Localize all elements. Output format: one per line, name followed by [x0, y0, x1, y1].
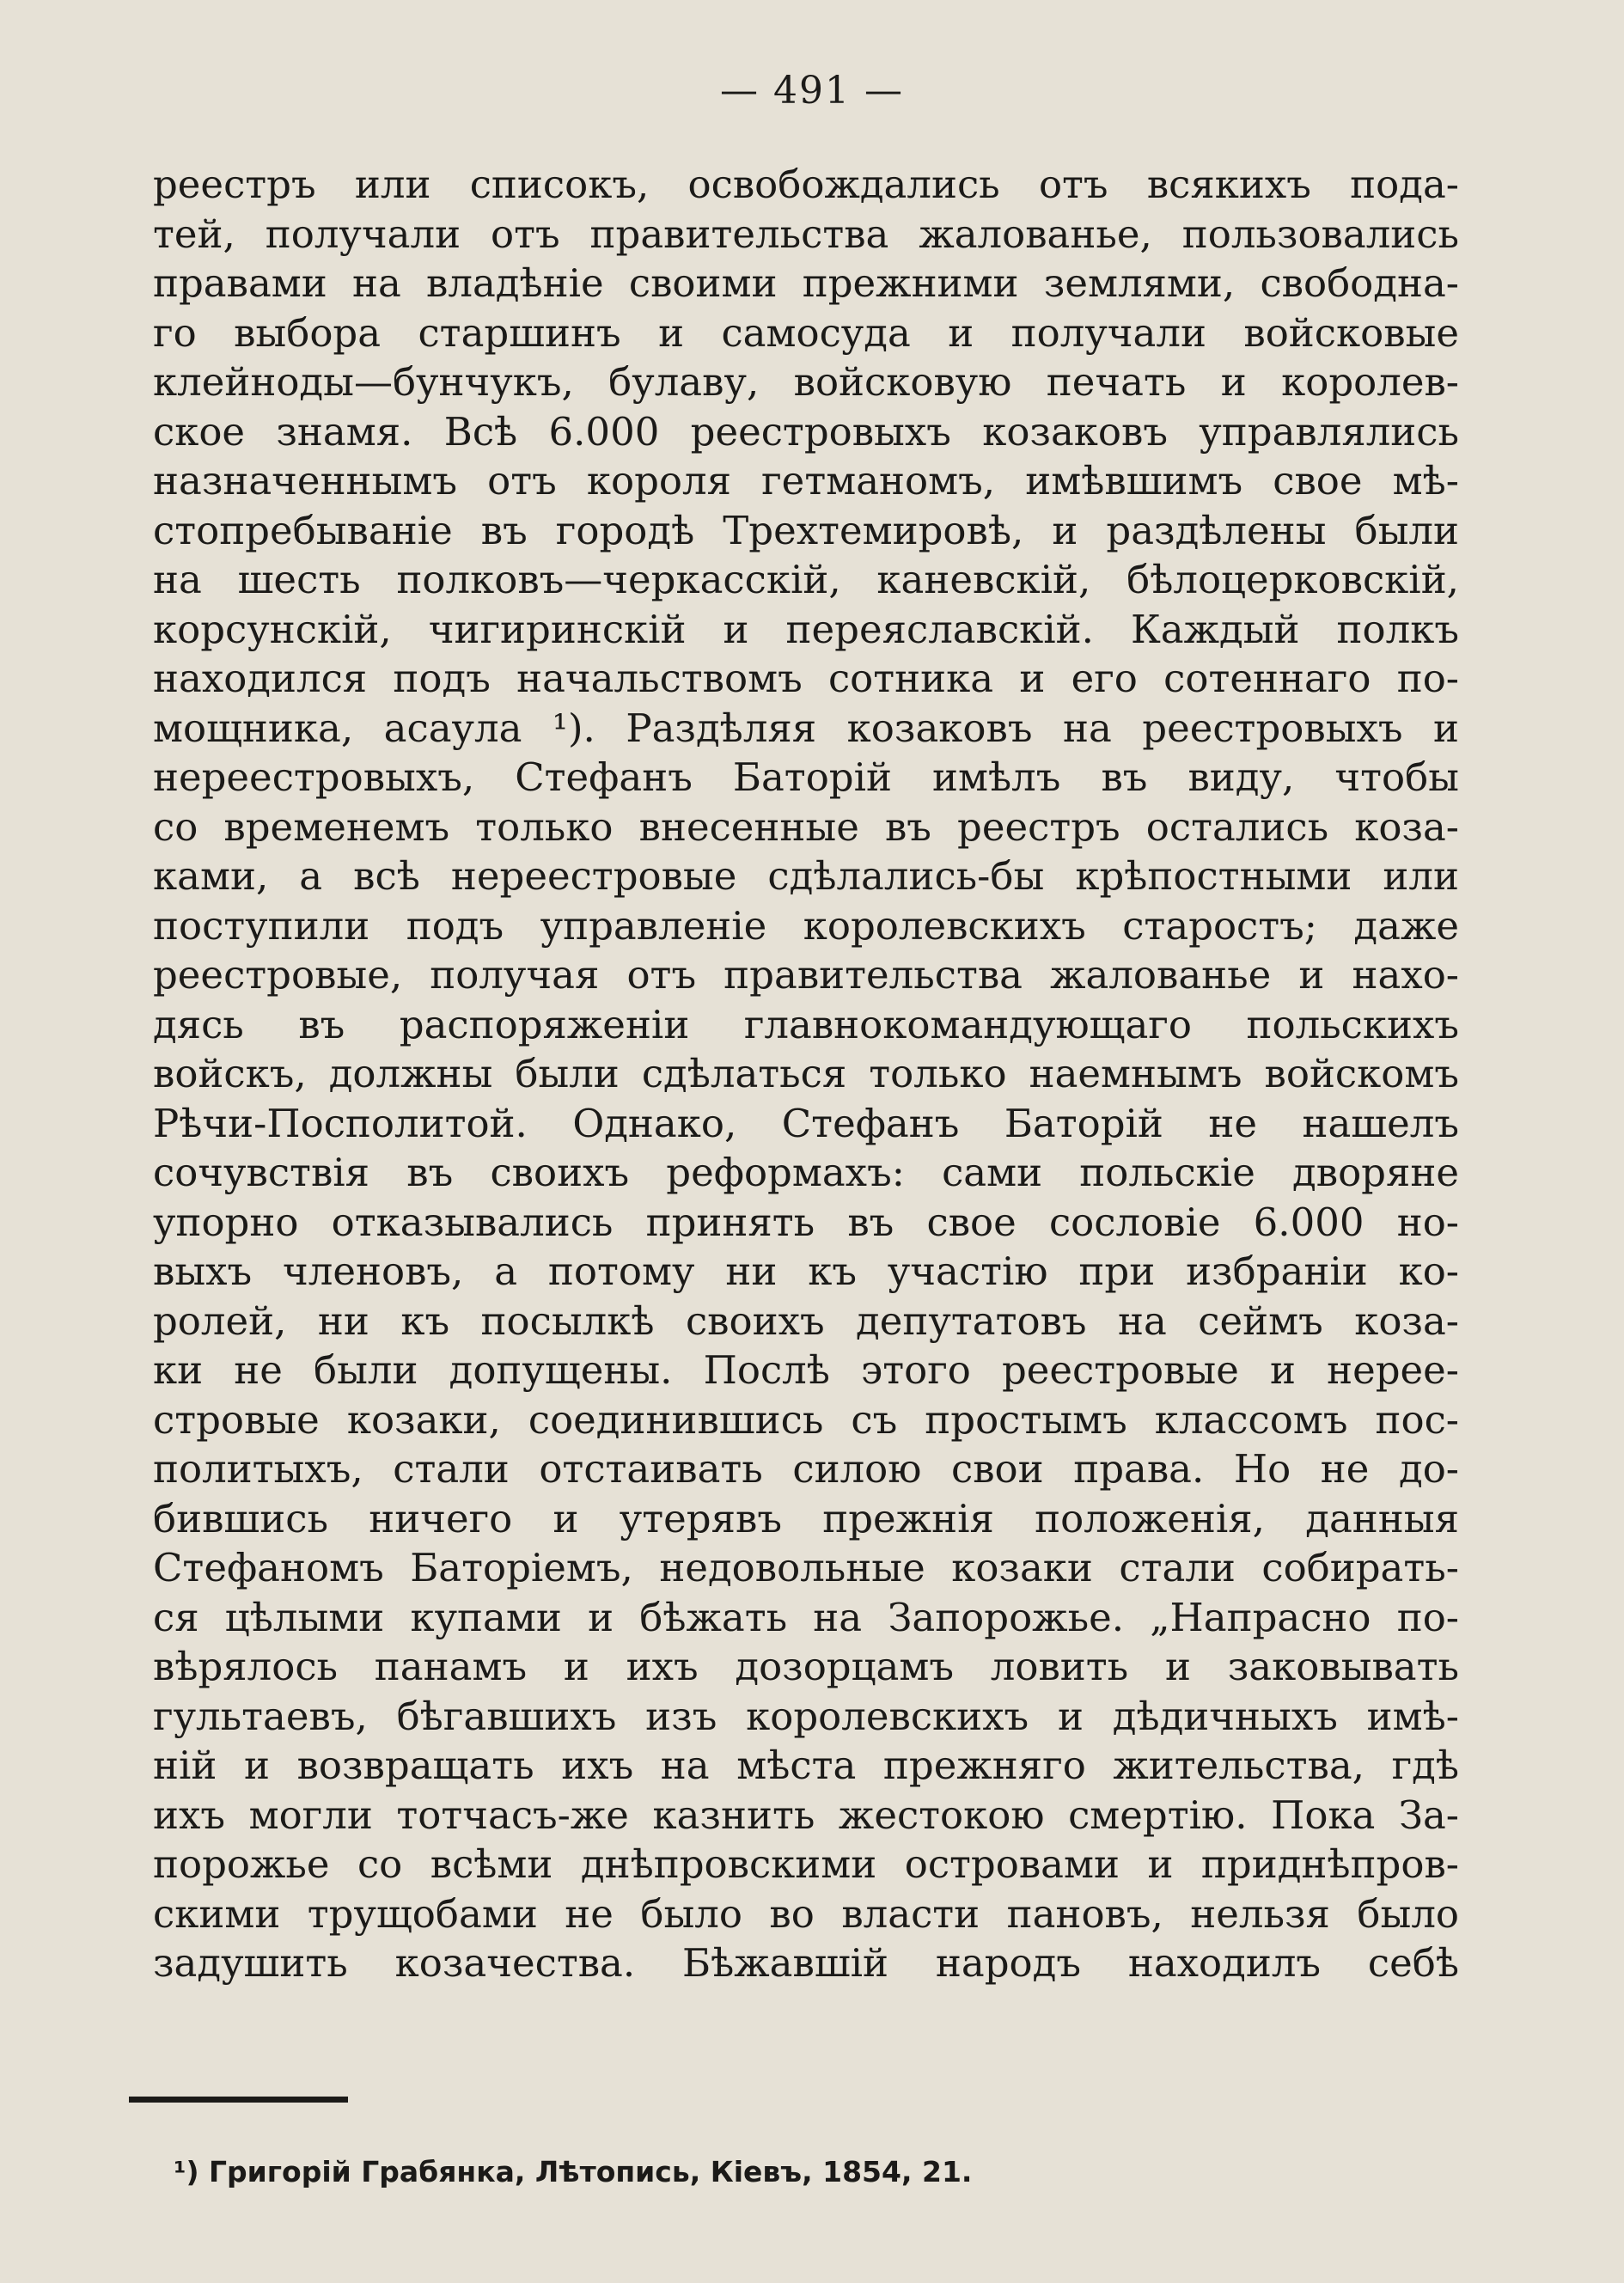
- text-line: поступили подъ управленіе королевскихъ старостъ; даже: [153, 902, 1459, 949]
- text-line: клейноды—бунчукъ, булаву, войсковую печать и королев-: [153, 359, 1459, 405]
- text-line: ся цѣлыми купами и бѣжать на Запорожье. „Напрасно по-: [153, 1594, 1459, 1640]
- text-line: на шесть полковъ—черкасскій, каневскій, бѣлоцерковскій,: [153, 557, 1459, 602]
- footnote-divider: [129, 2097, 348, 2103]
- text-line: находился подъ начальствомъ сотника и его сотеннаго по-: [153, 656, 1459, 701]
- text-line: ній и возвращать ихъ на мѣста прежняго жительства, гдѣ: [153, 1743, 1459, 1788]
- text-line: корсунскій, чигиринскій и переяславскій. Каждый полкъ: [153, 606, 1459, 652]
- text-line: вѣрялось панамъ и ихъ дозорцамъ ловить и заковывать: [153, 1644, 1459, 1689]
- text-line: стровые козаки, соединившись съ простымъ классомъ пос-: [153, 1396, 1459, 1443]
- text-line: порожье со всѣми днѣпровскими островами и приднѣпров-: [153, 1841, 1459, 1887]
- text-line: ское знамя. Всѣ 6.000 реестровыхъ козаковъ управлялись: [153, 408, 1459, 455]
- text-line: ролей, ни къ посылкѣ своихъ депутатовъ на сеймъ коза-: [153, 1297, 1459, 1344]
- text-line: упорно отказывались принять въ свое сословіе 6.000 но-: [153, 1199, 1459, 1245]
- text-line: Рѣчи-Посполитой. Однако, Стефанъ Баторій не нашелъ: [153, 1100, 1459, 1146]
- text-line: ками, а всѣ нереестровые сдѣлались-бы крѣпостными или: [153, 853, 1459, 899]
- text-line: задушить козачества. Бѣжавшій народъ находилъ себѣ: [153, 1940, 1459, 1986]
- footnote: ¹) Григорій Грабянка, Лѣтопись, Кіевъ, 1854, 21.: [174, 2155, 973, 2188]
- text-line: тей, получали отъ правительства жалованье, пользовались: [153, 211, 1459, 257]
- text-line: реестровые, получая отъ правительства жалованье и нахо-: [153, 952, 1459, 998]
- body-text: [153, 160, 1459, 1988]
- text-line: Стефаномъ Баторіемъ, недовольные козаки стали собирать-: [153, 1545, 1459, 1590]
- text-line: политыхъ, стали отстаивать силою свои права. Но не до-: [153, 1446, 1459, 1492]
- text-line: выхъ членовъ, а потому ни къ участію при избраніи ко-: [153, 1248, 1459, 1294]
- text-line: со временемъ только внесенные въ реестръ остались коза-: [153, 803, 1459, 850]
- text-line: ки не были допущены. Послѣ этого реестровые и нерее-: [153, 1347, 1459, 1393]
- text-line: назначеннымъ отъ короля гетманомъ, имѣвшимъ свое мѣ-: [153, 458, 1459, 504]
- text-line: ихъ могли тотчасъ-же казнить жестокою смертію. Пока За-: [153, 1792, 1459, 1838]
- text-line: войскъ, должны были сдѣлаться только наемнымъ войскомъ: [153, 1051, 1459, 1096]
- text-line: правами на владѣніе своими прежними землями, свободна-: [153, 260, 1459, 306]
- text-line: стопребываніе въ городѣ Трехтемировѣ, и раздѣлены были: [153, 507, 1459, 553]
- text-line: бившись ничего и утерявъ прежнія положенія, данныя: [153, 1495, 1459, 1541]
- text-line: го выбора старшинъ и самосуда и получали войсковые: [153, 309, 1459, 356]
- text-line: реестръ или списокъ, освобождались отъ всякихъ пода-: [153, 162, 1459, 207]
- text-line: гультаевъ, бѣгавшихъ изъ королевскихъ и дѣдичныхъ имѣ-: [153, 1693, 1459, 1739]
- text-line: нереестровыхъ, Стефанъ Баторій имѣлъ въ виду, чтобы: [153, 754, 1459, 800]
- text-line: мощника, асаула ¹). Раздѣляя козаковъ на реестровыхъ и: [153, 705, 1459, 751]
- text-line: сочувствія въ своихъ реформахъ: сами польскіе дворяне: [153, 1150, 1459, 1195]
- page-number: — 491 —: [720, 69, 904, 113]
- text-line: дясь въ распоряженіи главнокомандующаго польскихъ: [153, 1001, 1459, 1047]
- text-line: скими трущобами не было во власти пановъ, нельзя было: [153, 1890, 1459, 1937]
